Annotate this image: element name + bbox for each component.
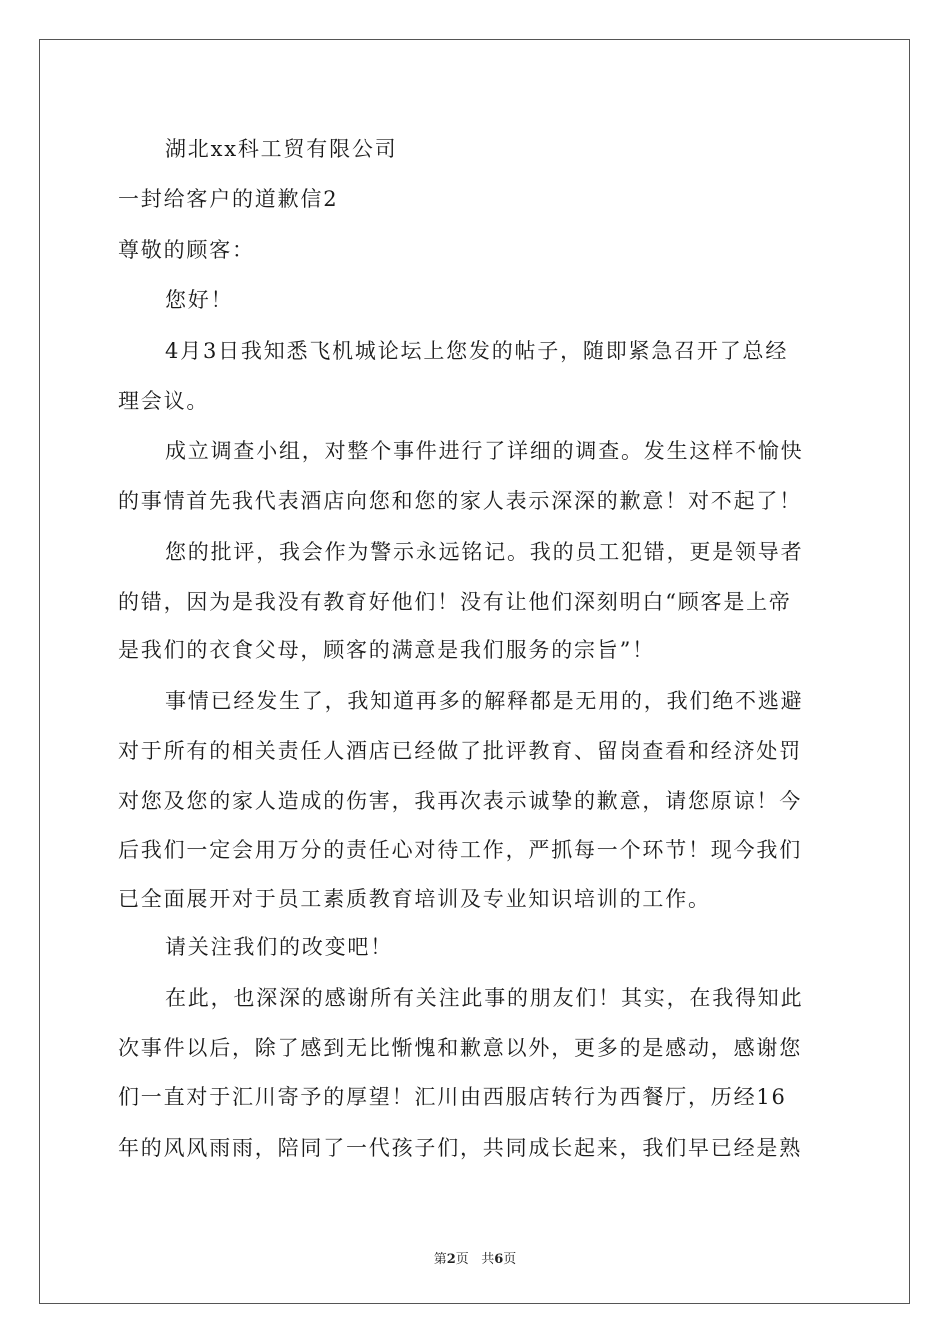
body-line: 后我们一定会用万分的责任心对待工作，严抓每一个环节！现今我们 bbox=[118, 838, 802, 862]
salutation: 尊敬的顾客： bbox=[118, 238, 255, 262]
body-line: 是我们的衣食父母，顾客的满意是我们服务的宗旨”！ bbox=[118, 638, 655, 662]
body-line: 事情已经发生了，我知道再多的解释都是无用的，我们绝不逃避 bbox=[165, 689, 804, 713]
body-line: 4月3日我知悉飞机城论坛上您发的帖子，随即紧急召开了总经 bbox=[165, 339, 789, 363]
company-name: 湖北xx科工贸有限公司 bbox=[165, 137, 398, 161]
page-border bbox=[39, 39, 910, 1304]
body-line: 的事情首先我代表酒店向您和您的家人表示深深的歉意！对不起了！ bbox=[118, 489, 802, 513]
body-line: 年的风风雨雨，陪同了一代孩子们，共同成长起来，我们早已经是熟 bbox=[118, 1136, 802, 1160]
body-line: 请关注我们的改变吧！ bbox=[165, 935, 393, 959]
current-page-number: 2 bbox=[446, 1252, 456, 1267]
body-line: 对您及您的家人造成的伤害，我再次表示诚挚的歉意，请您原谅！今 bbox=[118, 789, 802, 813]
body-line: 理会议。 bbox=[118, 389, 210, 413]
letter-title: 一封给客户的道歉信2 bbox=[118, 187, 339, 211]
body-line: 在此，也深深的感谢所有关注此事的朋友们！其实，在我得知此 bbox=[165, 986, 804, 1010]
body-line: 们一直对于汇川寄予的厚望！汇川由西服店转行为西餐厅，历经16 bbox=[118, 1085, 787, 1109]
body-line: 次事件以后，除了感到无比惭愧和歉意以外，更多的是感动，感谢您 bbox=[118, 1036, 802, 1060]
body-line: 对于所有的相关责任人酒店已经做了批评教育、留岗查看和经济处罚 bbox=[118, 739, 802, 763]
page-mid: 页 共 bbox=[455, 1252, 495, 1267]
total-pages-number: 6 bbox=[494, 1252, 504, 1267]
body-line: 已全面展开对于员工素质教育培训及专业知识培训的工作。 bbox=[118, 887, 711, 911]
page-prefix: 第 bbox=[433, 1252, 447, 1267]
body-line: 成立调查小组，对整个事件进行了详细的调查。发生这样不愉快 bbox=[165, 439, 804, 463]
body-line: 的错，因为是我没有教育好他们！没有让他们深刻明白“顾客是上帝 bbox=[118, 590, 792, 614]
greeting: 您好！ bbox=[165, 288, 234, 312]
body-line: 您的批评，我会作为警示永远铭记。我的员工犯错，更是领导者 bbox=[165, 540, 804, 564]
page-number-footer bbox=[0, 1248, 950, 1267]
page-suffix: 页 bbox=[503, 1252, 517, 1267]
